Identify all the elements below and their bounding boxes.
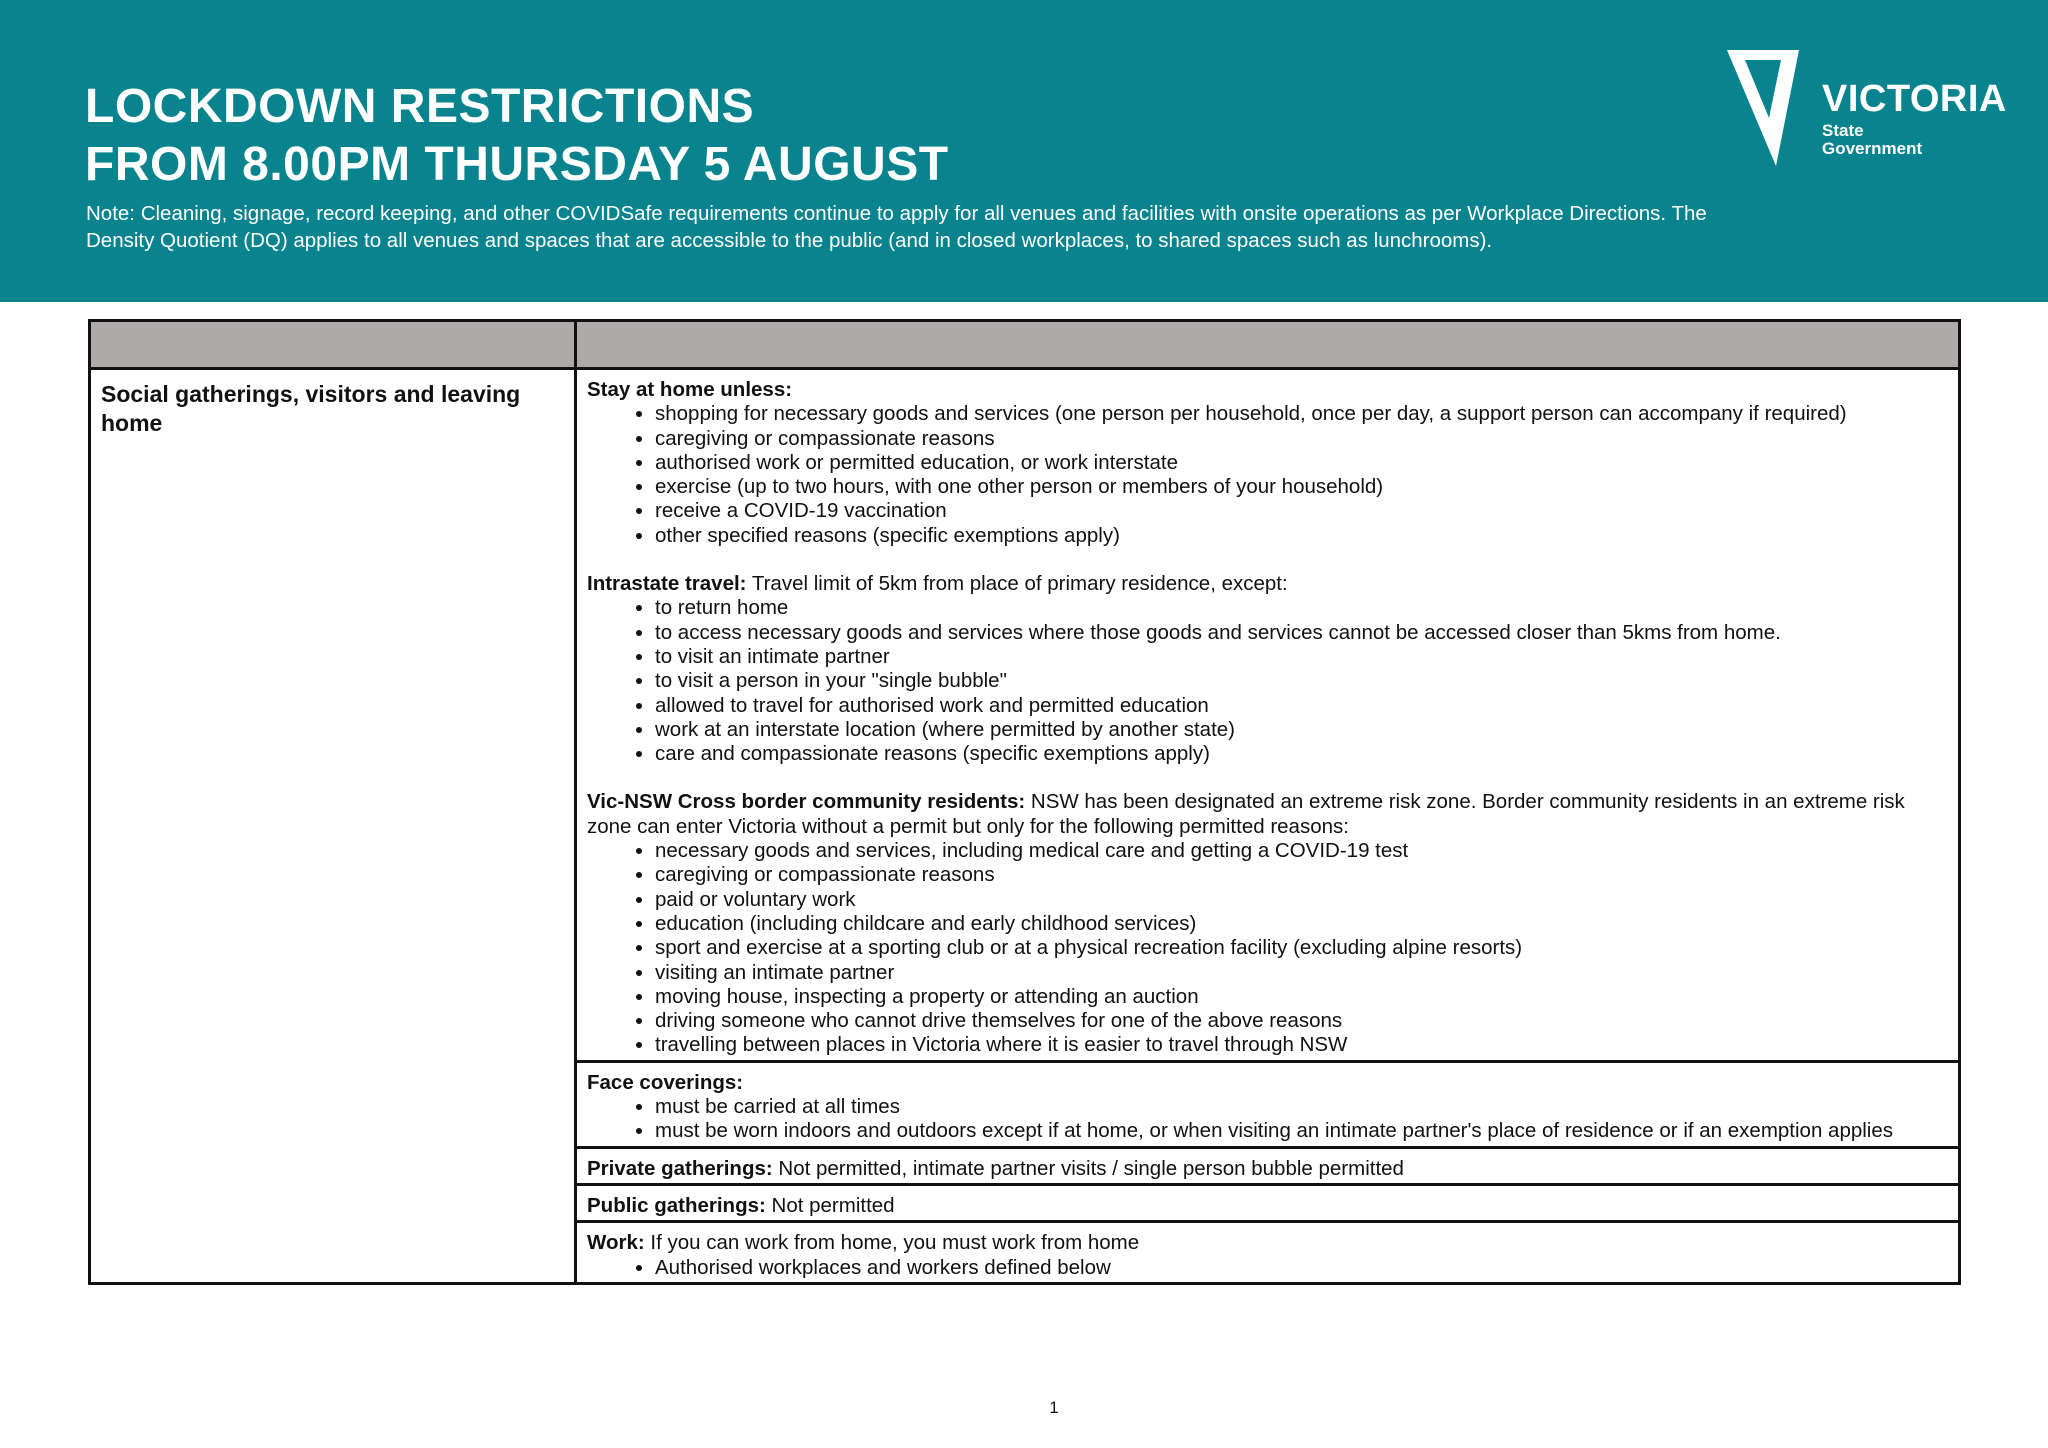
category-cell: Social gatherings, visitors and leaving home [90,369,576,1284]
list-item: • driving someone who cannot drive themselves for one of the above reasons [655,1009,1948,1033]
stay-home-list [587,402,1948,548]
list-item: • must be carried at all times [655,1095,1948,1119]
list-item: • to access necessary goods and services where those goods and services cannot be accessed closer than 5kms from home. [655,621,1948,645]
list-item: • must be worn indoors and outdoors except if at home, or when visiting an intimate partner's place of residence or if an exemption applies [655,1119,1948,1143]
intrastate-paragraph [587,572,1948,596]
header-cell-restrictions [576,321,1960,369]
work-paragraph [587,1231,1948,1255]
list-item: • sport and exercise at a sporting club or at a physical recreation facility (excluding alpine resorts) [655,936,1948,960]
list-item: • caregiving or compassionate reasons [655,427,1948,451]
list-item: • moving house, inspecting a property or attending an auction [655,985,1948,1009]
list-item: • necessary goods and services, including medical care and getting a COVID-19 test [655,839,1948,863]
work-cell [576,1222,1960,1284]
list-item: • caregiving or compassionate reasons [655,863,1948,887]
intrastate-list [587,596,1948,766]
list-item: • paid or voluntary work [655,888,1948,912]
cross-border-text: NSW has been designated an extreme risk zone. Border community residents in an extreme risk zone can enter Victoria without a permit but only for the following permitted reasons: [587,790,1905,838]
logo-word: VICTORIA [1822,78,2007,120]
list-item: • exercise (up to two hours, with one other person or members of your household) [655,475,1948,499]
face-coverings-list [587,1095,1948,1144]
cross-border-paragraph [587,790,1948,839]
page-number: 1 [1049,1398,1059,1417]
list-item: • to return home [655,596,1948,620]
list-item: • care and compassionate reasons (specific exemptions apply) [655,742,1948,766]
logo-subtitle [1822,122,1922,158]
list-item: • travelling between places in Victoria where it is easier to travel through NSW [655,1033,1948,1057]
private-gatherings-text: Not permitted, intimate partner visits / single person bubble permitted [772,1156,1404,1180]
cross-border-title: Vic-NSW Cross border community residents: [587,790,1026,814]
cross-border-list [587,839,1948,1058]
face-coverings-title: Face coverings: [587,1070,744,1094]
header-note: Note: Cleaning, signage, record keeping, and other COVIDSafe requirements continue to apply for all venues and facilities with onsite operations as per Workplace Directions. The Density Quotient (DQ) applies to all venues and spaces that are accessible to the public (and in closed workplaces, to shared spaces such as lunchrooms). [86,202,1707,252]
title-line-1: LOCKDOWN RESTRICTIONS [85,80,755,133]
intrastate-title: Intrastate travel: [587,572,747,596]
table-header-row [90,321,1960,369]
face-coverings-cell [576,1061,1960,1147]
title-line-2: FROM 8.00PM THURSDAY 5 AUGUST [85,138,949,191]
table-row [90,369,1960,1062]
list-item: • authorised work or permitted education, or work interstate [655,451,1948,475]
public-gatherings-text: Not permitted [765,1193,895,1217]
header-cell-category [90,321,576,369]
page-title [85,78,949,194]
list-item: • Authorised workplaces and workers defined below [655,1256,1948,1280]
private-gatherings-cell [576,1147,1960,1184]
intrastate-text: Travel limit of 5km from place of primary residence, except: [746,572,1288,596]
list-item: • education (including childcare and early childhood services) [655,912,1948,936]
public-gatherings-title: Public gatherings: [587,1193,766,1217]
list-item: • allowed to travel for authorised work and permitted education [655,694,1948,718]
list-item: • to visit a person in your "single bubble" [655,669,1948,693]
restrictions-table [88,319,1961,1285]
list-item: • other specified reasons (specific exemptions apply) [655,524,1948,548]
list-item: • receive a COVID-19 vaccination [655,499,1948,523]
private-gatherings-title: Private gatherings: [587,1156,773,1180]
stay-home-title: Stay at home unless: [587,378,793,401]
list-item: • visiting an intimate partner [655,961,1948,985]
public-gatherings-cell [576,1184,1960,1221]
list-item: • to visit an intimate partner [655,645,1948,669]
logo-line-government: Government [1822,139,1923,158]
movement-cell [576,369,1960,1062]
work-list [587,1256,1948,1280]
logo-line-state: State [1822,121,1864,140]
list-item: • work at an interstate location (where permitted by another state) [655,718,1948,742]
work-title: Work: [587,1231,645,1255]
work-text: If you can work from home, you must work from home [644,1231,1140,1255]
list-item: • shopping for necessary goods and services (one person per household, once per day, a support person can accompany if required) [655,402,1948,426]
